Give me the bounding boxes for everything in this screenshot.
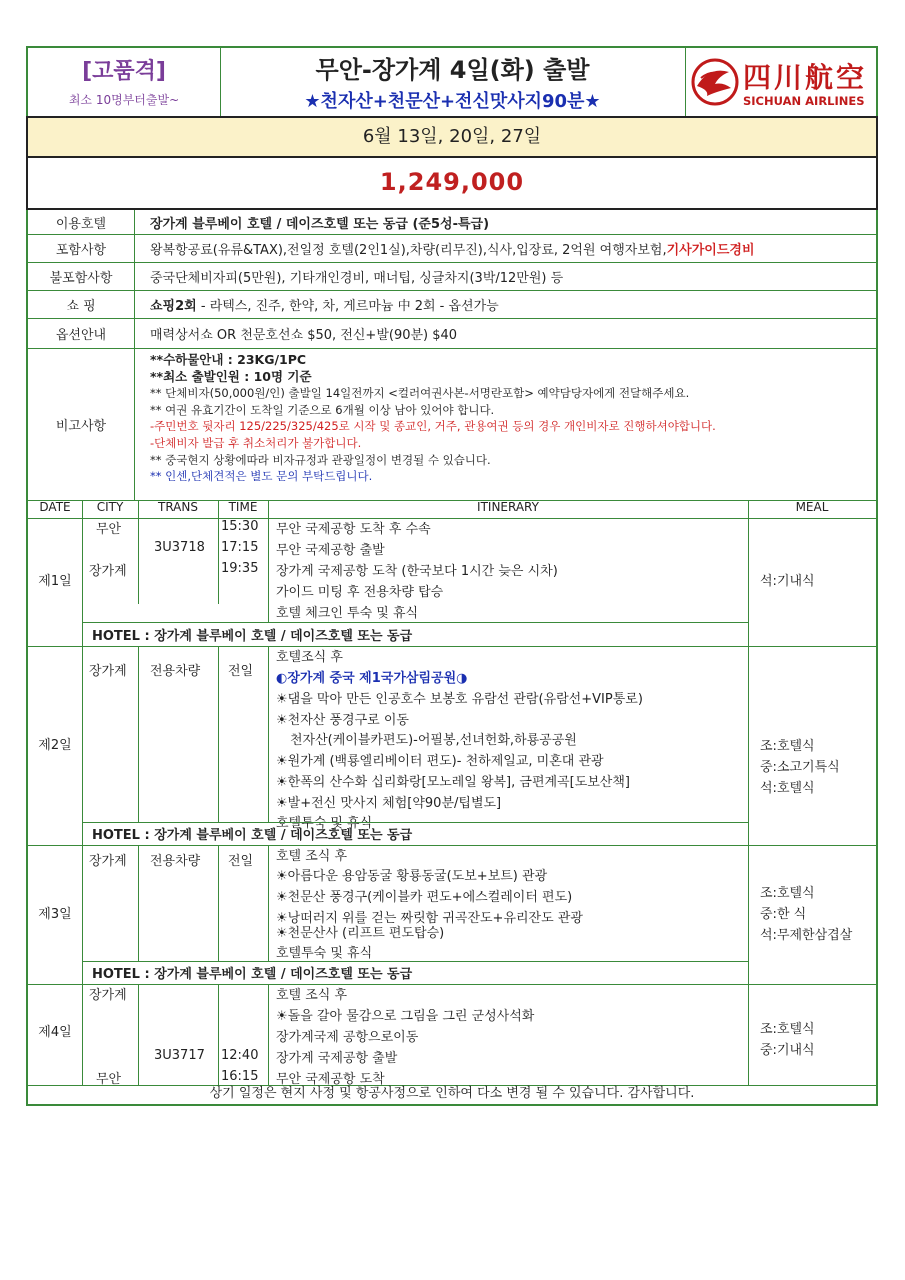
city: 장가계 <box>89 564 127 579</box>
info-label: 쇼 핑 <box>28 290 135 318</box>
meal: 중:한 식 <box>760 907 807 922</box>
time: 19:35 <box>221 561 259 576</box>
grade-badge: [고품격] <box>82 59 166 84</box>
city: 무안 <box>96 1072 122 1087</box>
meal: 조:호텔식 <box>760 739 815 754</box>
day-label: 제4일 <box>38 1025 72 1040</box>
day-label: 제2일 <box>38 738 72 753</box>
note-item: ** 단체비자(50,000원/인) 출발일 14일전까지 <컬러여권사본-서명란포함> 예약담당자에게 전달해주세요. <box>150 386 690 401</box>
airline-logo <box>685 48 876 116</box>
hotel-line: HOTEL : 장가계 블루베이 호텔 / 데이즈호텔 또는 동급 <box>92 629 413 644</box>
itinerary-line: 천자산(케이블카편도)-어필봉,선녀헌화,하룡공공원 <box>290 733 577 748</box>
meal: 중:소고기특식 <box>760 760 840 775</box>
divider <box>138 646 139 822</box>
included-highlight: 기사가이드경비 <box>666 242 755 258</box>
note-item: **수하물안내 : 23KG/1PC <box>150 352 307 367</box>
header-left <box>28 48 221 116</box>
info-label: 불포함사항 <box>28 262 135 290</box>
col-header-itinerary: ITINERARY <box>477 500 539 514</box>
col-header-date: DATE <box>39 500 71 514</box>
city: 무안 <box>96 522 122 537</box>
itinerary-line: ☀천문산 풍경구(케이블카 편도+에스컬레이터 편도) <box>276 890 573 905</box>
itinerary-line: 호텔 조식 후 <box>276 849 348 864</box>
divider <box>218 500 219 604</box>
day-label: 제3일 <box>38 907 72 922</box>
itinerary-line: ☀돌을 갈아 물감으로 그림을 그린 군성사석화 <box>276 1009 535 1024</box>
info-row-excluded <box>28 262 876 291</box>
col-header-meal: MEAL <box>795 500 829 514</box>
meal: 중:기내식 <box>760 1043 815 1058</box>
divider <box>138 500 139 604</box>
header <box>28 48 876 116</box>
info-row-included <box>28 234 876 263</box>
divider <box>218 845 219 961</box>
note-item: ** 인센,단체견적은 별도 문의 부탁드립니다. <box>150 469 373 484</box>
info-value: 중국단체비자피(5만원), 기타개인경비, 매너팁, 싱글차지(3박/12만원) 등 <box>150 270 564 286</box>
time: 17:15 <box>221 540 259 555</box>
hotel-line: HOTEL : 장가계 블루베이 호텔 / 데이즈호텔 또는 동급 <box>92 967 413 982</box>
divider <box>138 845 139 961</box>
itinerary-line: ☀발+전신 맛사지 체험[약90분/팁별도] <box>276 796 502 811</box>
shopping-detail: - 라텍스, 진주, 한약, 차, 게르마늄 中 2회 - 옵션가능 <box>196 298 499 314</box>
divider <box>218 984 219 1085</box>
itinerary-line: ◐장가계 중국 제1국가삼림공원◑ <box>276 671 468 686</box>
itinerary-line: ☀댐을 막아 만든 인공호수 보봉호 유람선 관람(유람선+VIP통로) <box>276 692 643 707</box>
col-header-city: CITY <box>96 500 124 514</box>
footer-note: 상기 일정은 현지 사정 및 항공사정으로 인하여 다소 변경 될 수 있습니다. 감사합니다. <box>209 1086 695 1101</box>
meal: 조:호텔식 <box>760 1022 815 1037</box>
meal: 조:호텔식 <box>760 886 815 901</box>
hotel-line: HOTEL : 장가계 블루베이 호텔 / 데이즈호텔 또는 동급 <box>92 828 413 843</box>
info-label: 비고사항 <box>28 348 135 500</box>
info-row-shopping <box>28 290 876 319</box>
meal: 석:무제한삼겹살 <box>760 928 853 943</box>
info-row-notes <box>28 348 876 501</box>
itinerary-line: 호텔조식 후 <box>276 650 343 665</box>
itinerary-line: 호텔 조식 후 <box>276 988 348 1003</box>
note-item: -주민번호 뒷자리 125/225/325/425로 시작 및 종교인, 거주, 관용여권 등의 경우 개인비자로 진행하셔야합니다. <box>150 419 716 434</box>
itinerary-line: 무안 국제공항 출발 <box>276 543 385 558</box>
itinerary-line: 장가계 국제공항 출발 <box>276 1051 398 1066</box>
transport: 전용차량 <box>150 664 201 679</box>
itinerary-line: 장가계국제 공항으로이동 <box>276 1030 419 1045</box>
city: 장가계 <box>89 854 127 869</box>
tour-title: 무안-장가계 4일(화) 출발 <box>315 56 590 84</box>
divider <box>82 500 83 1085</box>
info-row-hotel <box>28 210 876 235</box>
note-item: **최소 출발인원 : 10명 기준 <box>150 368 312 384</box>
info-value: 장가계 블루베이 호텔 / 데이즈호텔 또는 동급 (준5성-특급) <box>150 216 490 232</box>
col-header-trans: TRANS <box>158 500 198 514</box>
included-text: 왕복항공료(유류&TAX),전일정 호텔(2인1실),차량(리무진),식사,입장료, 2억원 여행자보험, <box>150 242 667 258</box>
divider <box>28 500 876 501</box>
time: 16:15 <box>221 1069 259 1084</box>
note-item: -단체비자 발급 후 취소처리가 불가합니다. <box>150 435 362 450</box>
itinerary-line: ☀원가계 (백룡엘리베이터 편도)- 천하제일교, 미혼대 관광 <box>276 754 604 769</box>
itinerary-line: 무안 국제공항 도착 후 수속 <box>276 522 431 537</box>
notes-list <box>150 352 716 485</box>
shopping-count: 쇼핑2회 <box>150 298 197 314</box>
divider <box>268 845 269 961</box>
tour-flyer <box>26 46 878 1106</box>
city: 장가계 <box>89 664 127 679</box>
info-label: 옵션안내 <box>28 318 135 348</box>
itinerary-line: 가이드 미팅 후 전용차량 탑승 <box>276 585 444 600</box>
departure-dates: 6월 13일, 20일, 27일 <box>26 116 878 158</box>
divider <box>82 961 748 962</box>
info-value: 매력상서쇼 OR 천문호선쇼 $50, 전신+발(90분) $40 <box>150 327 458 343</box>
meal: 석:기내식 <box>760 574 815 589</box>
note-item: ** 중국현지 상황에따라 비자규정과 관광일정이 변경될 수 있습니다. <box>150 452 491 467</box>
itinerary-line: ☀천자산 풍경구로 이동 <box>276 713 409 728</box>
divider <box>268 500 269 622</box>
time: 15:30 <box>221 519 259 534</box>
itinerary-line: ☀아름다운 용암동굴 황룡동굴(도보+보트) 관광 <box>276 869 548 884</box>
info-value <box>150 290 499 318</box>
city: 장가계 <box>89 988 127 1003</box>
transport: 전용차량 <box>150 854 201 869</box>
min-pax-text: 최소 10명부터출발~ <box>68 93 180 107</box>
divider <box>138 984 139 1085</box>
time: 전일 <box>228 664 254 679</box>
itinerary-line: ☀천문산사 (리프트 편도탑승) <box>276 926 445 941</box>
flight-number: 3U3718 <box>154 540 205 555</box>
itinerary-line: 장가계 국제공항 도착 (한국보다 1시간 늦은 시차) <box>276 564 558 579</box>
divider <box>268 984 269 1085</box>
airline-name-en: SICHUAN AIRLINES <box>743 94 865 108</box>
day-label: 제1일 <box>38 574 72 589</box>
tour-price: 1,249,000 <box>26 158 878 210</box>
itinerary-line: ☀한폭의 산수화 십리화랑[모노레일 왕복], 금편계곡[도보산책] <box>276 775 630 790</box>
itinerary-line: 호텔투숙 및 휴식 <box>276 816 373 831</box>
note-item: ** 여권 유효기간이 도착일 기준으로 6개월 이상 남아 있어야 합니다. <box>150 402 495 417</box>
header-title-box <box>220 48 686 116</box>
divider <box>748 500 749 1085</box>
time: 전일 <box>228 854 254 869</box>
tour-subtitle: ★천자산+천문산+전신맛사지90분★ <box>304 91 601 112</box>
itinerary-line: 호텔 체크인 투숙 및 휴식 <box>276 606 419 621</box>
airline-name-cn: 四川航空 <box>743 61 868 94</box>
info-value <box>150 234 755 262</box>
col-header-time: TIME <box>228 500 258 514</box>
flight-number: 3U3717 <box>154 1048 205 1063</box>
divider <box>82 622 748 623</box>
itinerary-line: ☀낭떠러지 위를 걷는 짜릿함 귀곡잔도+유리잔도 관광 <box>276 911 583 926</box>
itinerary-line: 무안 국제공항 도착 <box>276 1072 385 1087</box>
time: 12:40 <box>221 1048 259 1063</box>
info-label: 포함사항 <box>28 234 135 262</box>
itinerary-line: 호텔투숙 및 휴식 <box>276 946 373 961</box>
info-label: 이용호텔 <box>28 210 135 234</box>
divider <box>82 822 748 823</box>
info-row-options <box>28 318 876 349</box>
meal: 석:호텔식 <box>760 781 815 796</box>
divider <box>218 646 219 822</box>
divider <box>268 646 269 822</box>
